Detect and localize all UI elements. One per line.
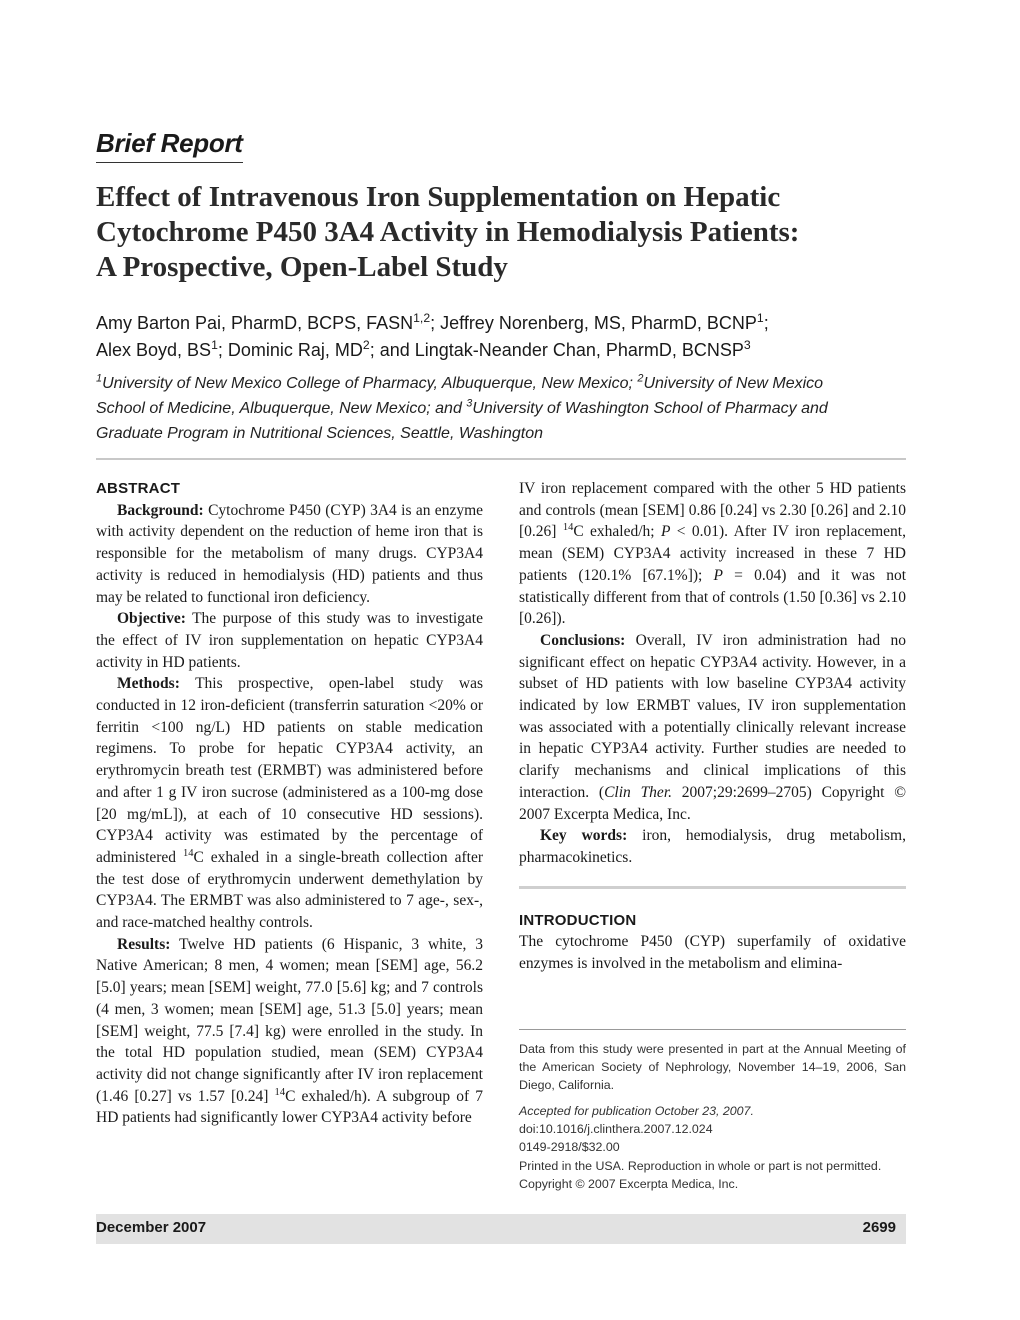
abstract-heading: ABSTRACT: [96, 480, 181, 497]
affiliation-line: Graduate Program in Nutritional Sciences, Seattle, Washington: [96, 425, 544, 442]
doi: doi:10.1016/j.clinthera.2007.12.024: [519, 1122, 713, 1136]
copyright-note: Copyright © 2007 Excerpta Medica, Inc.: [519, 1177, 739, 1191]
keywords-text: iron, hemodialysis, drug metabolism, pharmacokinetics.: [519, 827, 906, 866]
results-text: C exhaled/h). A subgroup of 7 HD patients had significantly lower CYP3A4 activity before: [96, 1087, 483, 1127]
author-separator: ;: [763, 313, 769, 333]
abstract-conclusions: [519, 630, 906, 825]
author-line: [96, 310, 906, 337]
author-line: [96, 337, 906, 364]
abstract-background: [96, 500, 483, 609]
objective-label: Objective:: [117, 610, 186, 628]
presentation-note: Data from this study were presented in part at the Annual Meeting of the American Society of Nephrology, November 14–19, 2006, San Diego, California.: [519, 1042, 906, 1092]
affiliation-marker: 3: [743, 338, 751, 352]
footnote-divider: [519, 1029, 906, 1030]
results-label: Results:: [117, 935, 171, 953]
introduction-heading: INTRODUCTION: [519, 911, 637, 929]
affiliation-line: [96, 396, 906, 421]
accepted-date: Accepted for publication October 23, 2007.: [519, 1104, 754, 1118]
abstract-results: [96, 934, 483, 1129]
title-line: A Prospective, Open-Label Study: [96, 251, 508, 283]
conclusions-text: Overall, IV iron administration had no significant effect on hepatic CYP3A4 activity. However, in a subset of HD patients with low baseline CYP3A4 activity indicated by low ERMBT values, IV iron supplementation was associated with a potentially clinically relevant increase in hepatic CYP3A4 activity. Further studies are needed to clarify mechanisms and clinical implications of this interaction. (: [519, 631, 907, 801]
affiliation-marker: 1: [756, 311, 764, 325]
results-text: Twelve HD patients (6 Hispanic, 3 white, 3 Native American; 8 men, 4 women; mean [SEM] age, 56.2 [5.0] years; mean [SEM] weight, 77.0 [5.6] kg; and 7 controls (4 men, 3 women; mean [SEM] age, 51.3 [5.0] years; mean [SEM] weight, 77.5 [7.4] kg) were enrolled in the study. In the total HD population studied, mean (SEM) CYP3A4 activity did not change significantly after IV iron replacement (1.46 [0.27] vs 1.57 [0.24]: [96, 935, 483, 1105]
results-text: < 0.01). After IV iron replacement, mean (SEM) CYP3A4 activity increased in these 7 HD patients (120.1% [67.1%]);: [519, 523, 906, 584]
abstract-keywords: [519, 825, 906, 868]
footnote-presented: [519, 1040, 906, 1094]
author-name: ; Dominic Raj, MD: [217, 340, 363, 360]
affiliation-text: University of New Mexico: [643, 375, 824, 392]
results-text: C exhaled/h;: [573, 523, 661, 541]
conclusions-text: 2007;29:2699–2705) Copyright © 2007 Excerpta Medica, Inc.: [519, 783, 906, 823]
affiliation-marker: 3: [466, 397, 473, 410]
affiliation-marker: 1,2: [413, 311, 431, 325]
issn: 0149-2918/$32.00: [519, 1140, 620, 1154]
background-text: Cytochrome P450 (CYP) 3A4 is an enzyme with activity dependent on the reduction of heme iron that is responsible for the metabolism of many drugs. CYP3A4 activity is reduced in hemodialysis (HD) patients and thus may be related to functional iron deficiency.: [96, 501, 484, 606]
affiliation-marker: 2: [362, 338, 370, 352]
title-line: Cytochrome P450 3A4 Activity in Hemodialysis Patients:: [96, 216, 800, 248]
affiliations: [96, 371, 906, 446]
affiliation-marker: 1: [96, 372, 103, 385]
abstract-objective: [96, 608, 483, 673]
results-text: = 0.04) and it was not statistically different from that of controls (1.50 [0.36] vs 2.10 [0.26]).: [519, 566, 906, 628]
abstract-methods: [96, 673, 483, 933]
affiliation-text: University of New Mexico College of Pharmacy, Albuquerque, New Mexico;: [102, 375, 638, 392]
footnote-rights: [519, 1157, 906, 1193]
page-footer: [96, 1214, 906, 1244]
isotope-superscript: 14: [274, 1086, 286, 1098]
results-text: IV iron replacement compared with the other 5 HD patients and controls (mean [SEM] 0.86 [0.24] vs 2.30 [0.26] and 2.10 [0.26]: [519, 480, 906, 541]
page-number: 2699: [862, 1219, 896, 1236]
isotope-superscript: 14: [562, 522, 574, 534]
author-list: [96, 310, 906, 364]
affiliation-marker: 1: [211, 338, 218, 352]
introduction-text: The cytochrome P450 (CYP) superfamily of oxidative enzymes is involved in the metabolism and elimina-: [519, 933, 906, 973]
keywords-label: Key words:: [540, 827, 628, 845]
article-title: [96, 180, 906, 285]
p-value-symbol: P: [660, 523, 671, 541]
article-page: [96, 0, 906, 1320]
author-name: Alex Boyd, BS: [96, 340, 212, 360]
section-label: Brief Report: [96, 128, 243, 163]
header-divider: [96, 458, 906, 460]
methods-label: Methods:: [117, 675, 180, 693]
abstract-column-left: [96, 478, 483, 1129]
abstract-column-right: [519, 478, 906, 975]
background-label: Background:: [117, 501, 204, 519]
isotope-superscript: 14: [183, 847, 194, 859]
author-name: ; and Lingtak-Neander Chan, PharmD, BCNSP: [369, 340, 744, 360]
journal-citation: Clin Ther.: [604, 783, 673, 801]
affiliation-text: University of Washington School of Pharmacy and: [472, 400, 828, 417]
objective-text: The purpose of this study was to investigate the effect of IV iron supplementation on hepatic CYP3A4 activity in HD patients.: [96, 610, 483, 671]
introduction-divider: [519, 886, 906, 889]
methods-text: This prospective, open-label study was conducted in 12 iron-deficient (transferrin saturation <20% or ferritin <100 ng/L) HD patients on stable medication regimens. To probe for hepatic CYP3A4 activity, an erythromycin breath test (ERMBT) was administered before and after 1 g IV iron sucrose (administered as a 100-mg dose [20 mg/mL]), at each of 10 consecutive HD sessions). CYP3A4 activity was estimated by the percentage of administered: [96, 675, 483, 866]
footnote-publication: [519, 1102, 906, 1156]
printed-note: Printed in the USA. Reproduction in whole or part is not permitted.: [519, 1159, 882, 1173]
title-line: Effect of Intravenous Iron Supplementation on Hepatic: [96, 181, 781, 213]
conclusions-label: Conclusions:: [540, 631, 626, 649]
p-value-symbol: P: [713, 566, 723, 584]
affiliation-text: School of Medicine, Albuquerque, New Mexico; and: [96, 400, 467, 417]
author-name: ; Jeffrey Norenberg, MS, PharmD, BCNP: [430, 313, 757, 333]
author-name: Amy Barton Pai, PharmD, BCPS, FASN: [96, 313, 414, 333]
abstract-results-continued: [519, 478, 906, 630]
issue-date: December 2007: [96, 1219, 207, 1236]
affiliation-line: [96, 371, 906, 396]
affiliation-marker: 2: [637, 372, 644, 385]
methods-text: C exhaled in a single-breath collection after the test dose of erythromycin underwent demethylation by CYP3A4. The ERMBT was also administered to 7 age-, sex-, and race-matched healthy controls.: [96, 848, 484, 932]
